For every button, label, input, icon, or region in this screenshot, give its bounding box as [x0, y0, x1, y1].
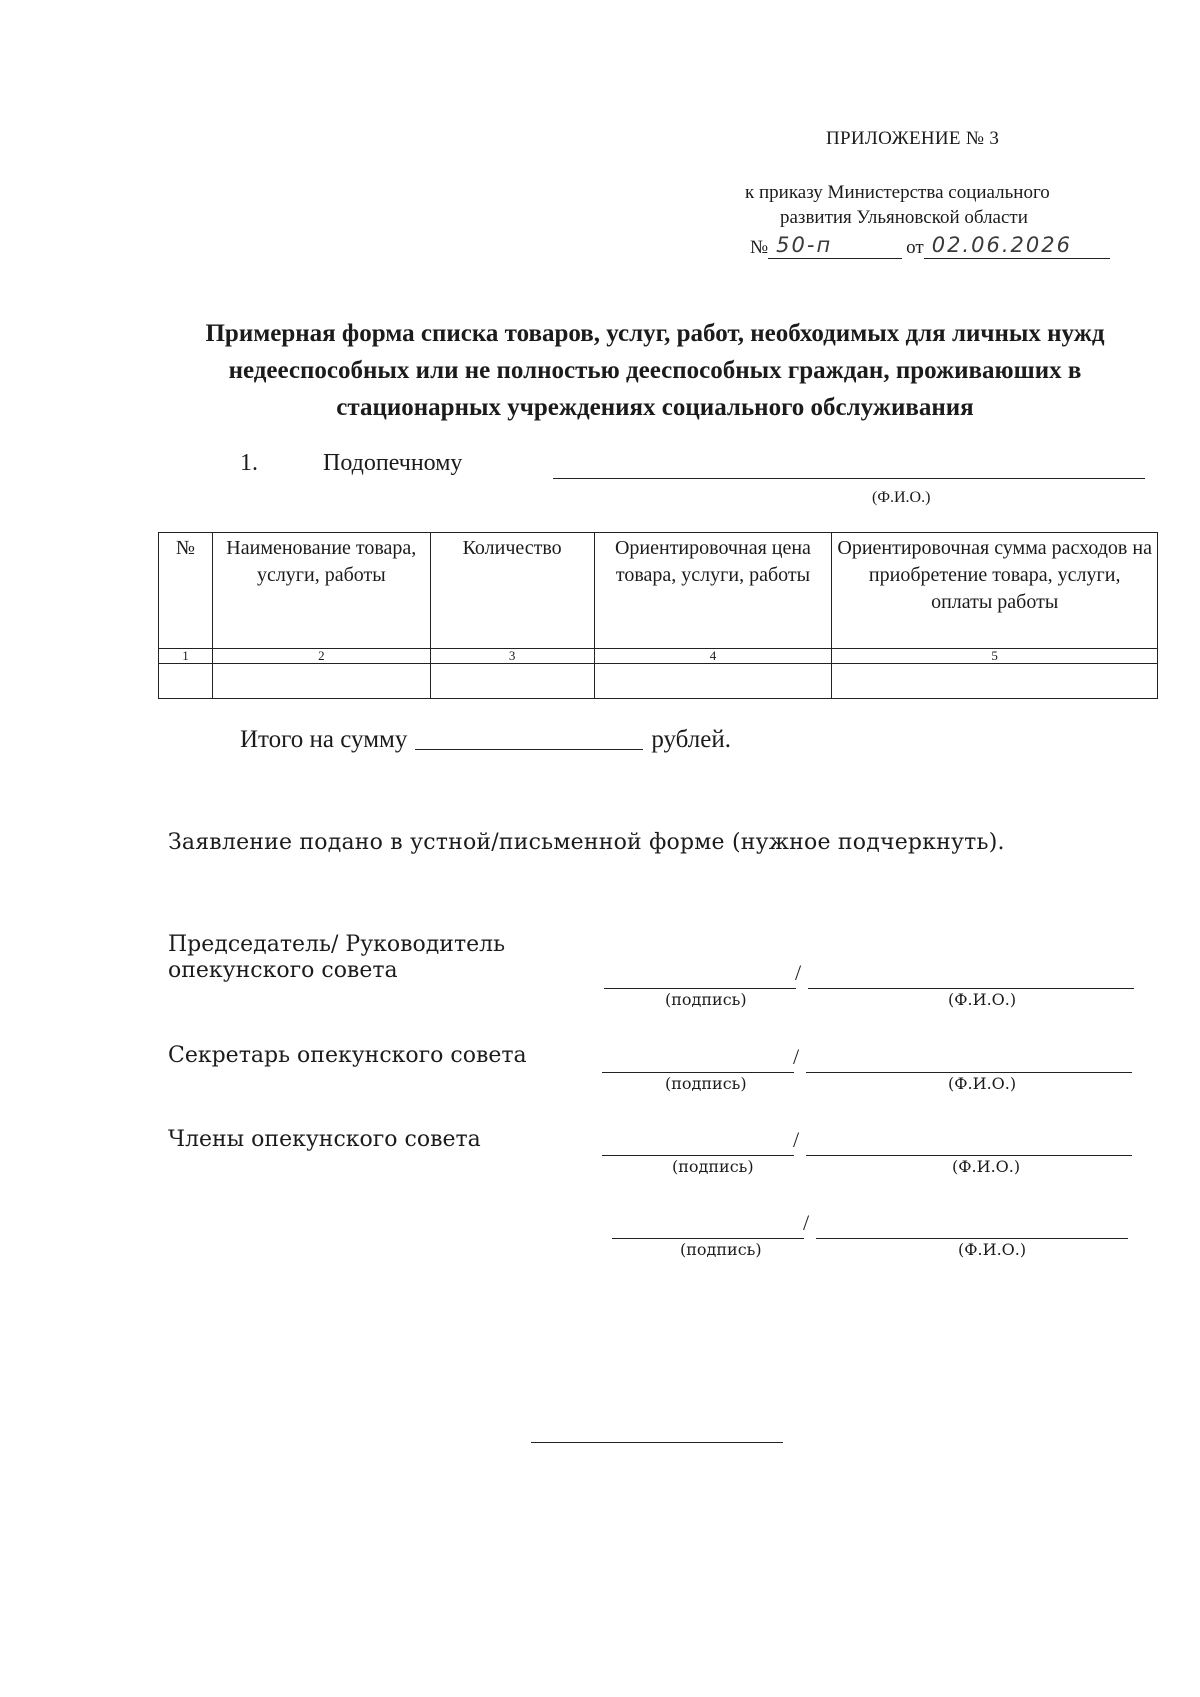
member-1-name-field[interactable]: [806, 1155, 1132, 1156]
member-2-name-field[interactable]: [816, 1238, 1128, 1239]
signature-caption: (подпись): [665, 990, 747, 1009]
name-caption: (Ф.И.О.): [948, 990, 1017, 1009]
column-number-row: [159, 649, 1158, 664]
header-cell-number: №: [159, 533, 213, 649]
order-reference-line-1: к приказу Министерства социального: [745, 182, 1050, 203]
signature-separator: /: [793, 1127, 800, 1152]
signature-caption: (подпись): [665, 1074, 747, 1093]
total-prefix: Итого на сумму: [240, 726, 408, 753]
end-of-document-rule: [531, 1442, 783, 1443]
item-number: 1.: [240, 450, 258, 476]
signature-separator: /: [795, 960, 802, 985]
chairman-label-line-1: Председатель/ Руководитель: [168, 932, 506, 957]
table-cell[interactable]: [212, 664, 430, 699]
table-cell[interactable]: [159, 664, 213, 699]
secretary-name-field[interactable]: [806, 1072, 1132, 1073]
total-line: [240, 726, 731, 754]
column-number: 1: [159, 649, 213, 664]
order-number-row: [750, 232, 1110, 259]
items-table: [158, 532, 1158, 699]
table-row: [159, 664, 1158, 699]
secretary-signature-field[interactable]: [602, 1072, 794, 1073]
column-number: 4: [594, 649, 832, 664]
secretary-label: Секретарь опекунского совета: [168, 1043, 527, 1068]
statement-text: Заявление подано в устной/письменной форме (нужное подчеркнуть).: [168, 830, 1005, 855]
name-caption: (Ф.И.О.): [952, 1157, 1021, 1176]
signature-caption: (подпись): [672, 1157, 754, 1176]
column-number: 5: [832, 649, 1158, 664]
ward-name-caption: (Ф.И.О.): [872, 489, 931, 506]
members-label: Члены опекунского совета: [168, 1127, 481, 1152]
column-number: 2: [212, 649, 430, 664]
column-number: 3: [430, 649, 594, 664]
signature-caption: (подпись): [680, 1240, 762, 1259]
document-title: Примерная форма списка товаров, услуг, работ, необходимых для личных нужд недееспособных или не полностью дееспособных граждан, проживаюших в стационарных учреждениях социального обслуживания: [205, 320, 1105, 421]
header-cell-price: Ориентировочная цена товара, услуги, работы: [594, 533, 832, 649]
member-2-signature-field[interactable]: [612, 1238, 804, 1239]
header-cell-name: Наименование товара, услуги, работы: [212, 533, 430, 649]
header-cell-quantity: Количество: [430, 533, 594, 649]
name-caption: (Ф.И.О.): [958, 1240, 1027, 1259]
appendix-label: ПРИЛОЖЕНИЕ № 3: [826, 128, 1000, 149]
signature-separator: /: [793, 1044, 800, 1069]
total-suffix: рублей.: [651, 726, 731, 753]
number-prefix: №: [750, 237, 769, 258]
chairman-name-field[interactable]: [808, 988, 1134, 989]
ward-name-field[interactable]: [553, 478, 1145, 479]
ward-label: Подопечному: [323, 450, 463, 476]
order-reference-line-2: развития Ульяновской области: [780, 207, 1028, 228]
table-cell[interactable]: [594, 664, 832, 699]
table-cell[interactable]: [832, 664, 1158, 699]
name-caption: (Ф.И.О.): [948, 1074, 1017, 1093]
table-header-row: [159, 533, 1158, 649]
chairman-label-line-2: опекунского совета: [168, 958, 398, 983]
member-1-signature-field[interactable]: [602, 1155, 794, 1156]
order-number-field: 50-п: [768, 232, 902, 259]
signature-separator: /: [803, 1210, 810, 1235]
order-date-field: 02.06.2026: [924, 232, 1110, 259]
total-amount-field[interactable]: [415, 748, 643, 750]
header-cell-sum: Ориентировочная сумма расходов на приобретение товара, услуги, оплаты работы: [832, 533, 1158, 649]
date-prefix: от: [906, 237, 924, 258]
chairman-signature-field[interactable]: [604, 988, 796, 989]
table-cell[interactable]: [430, 664, 594, 699]
